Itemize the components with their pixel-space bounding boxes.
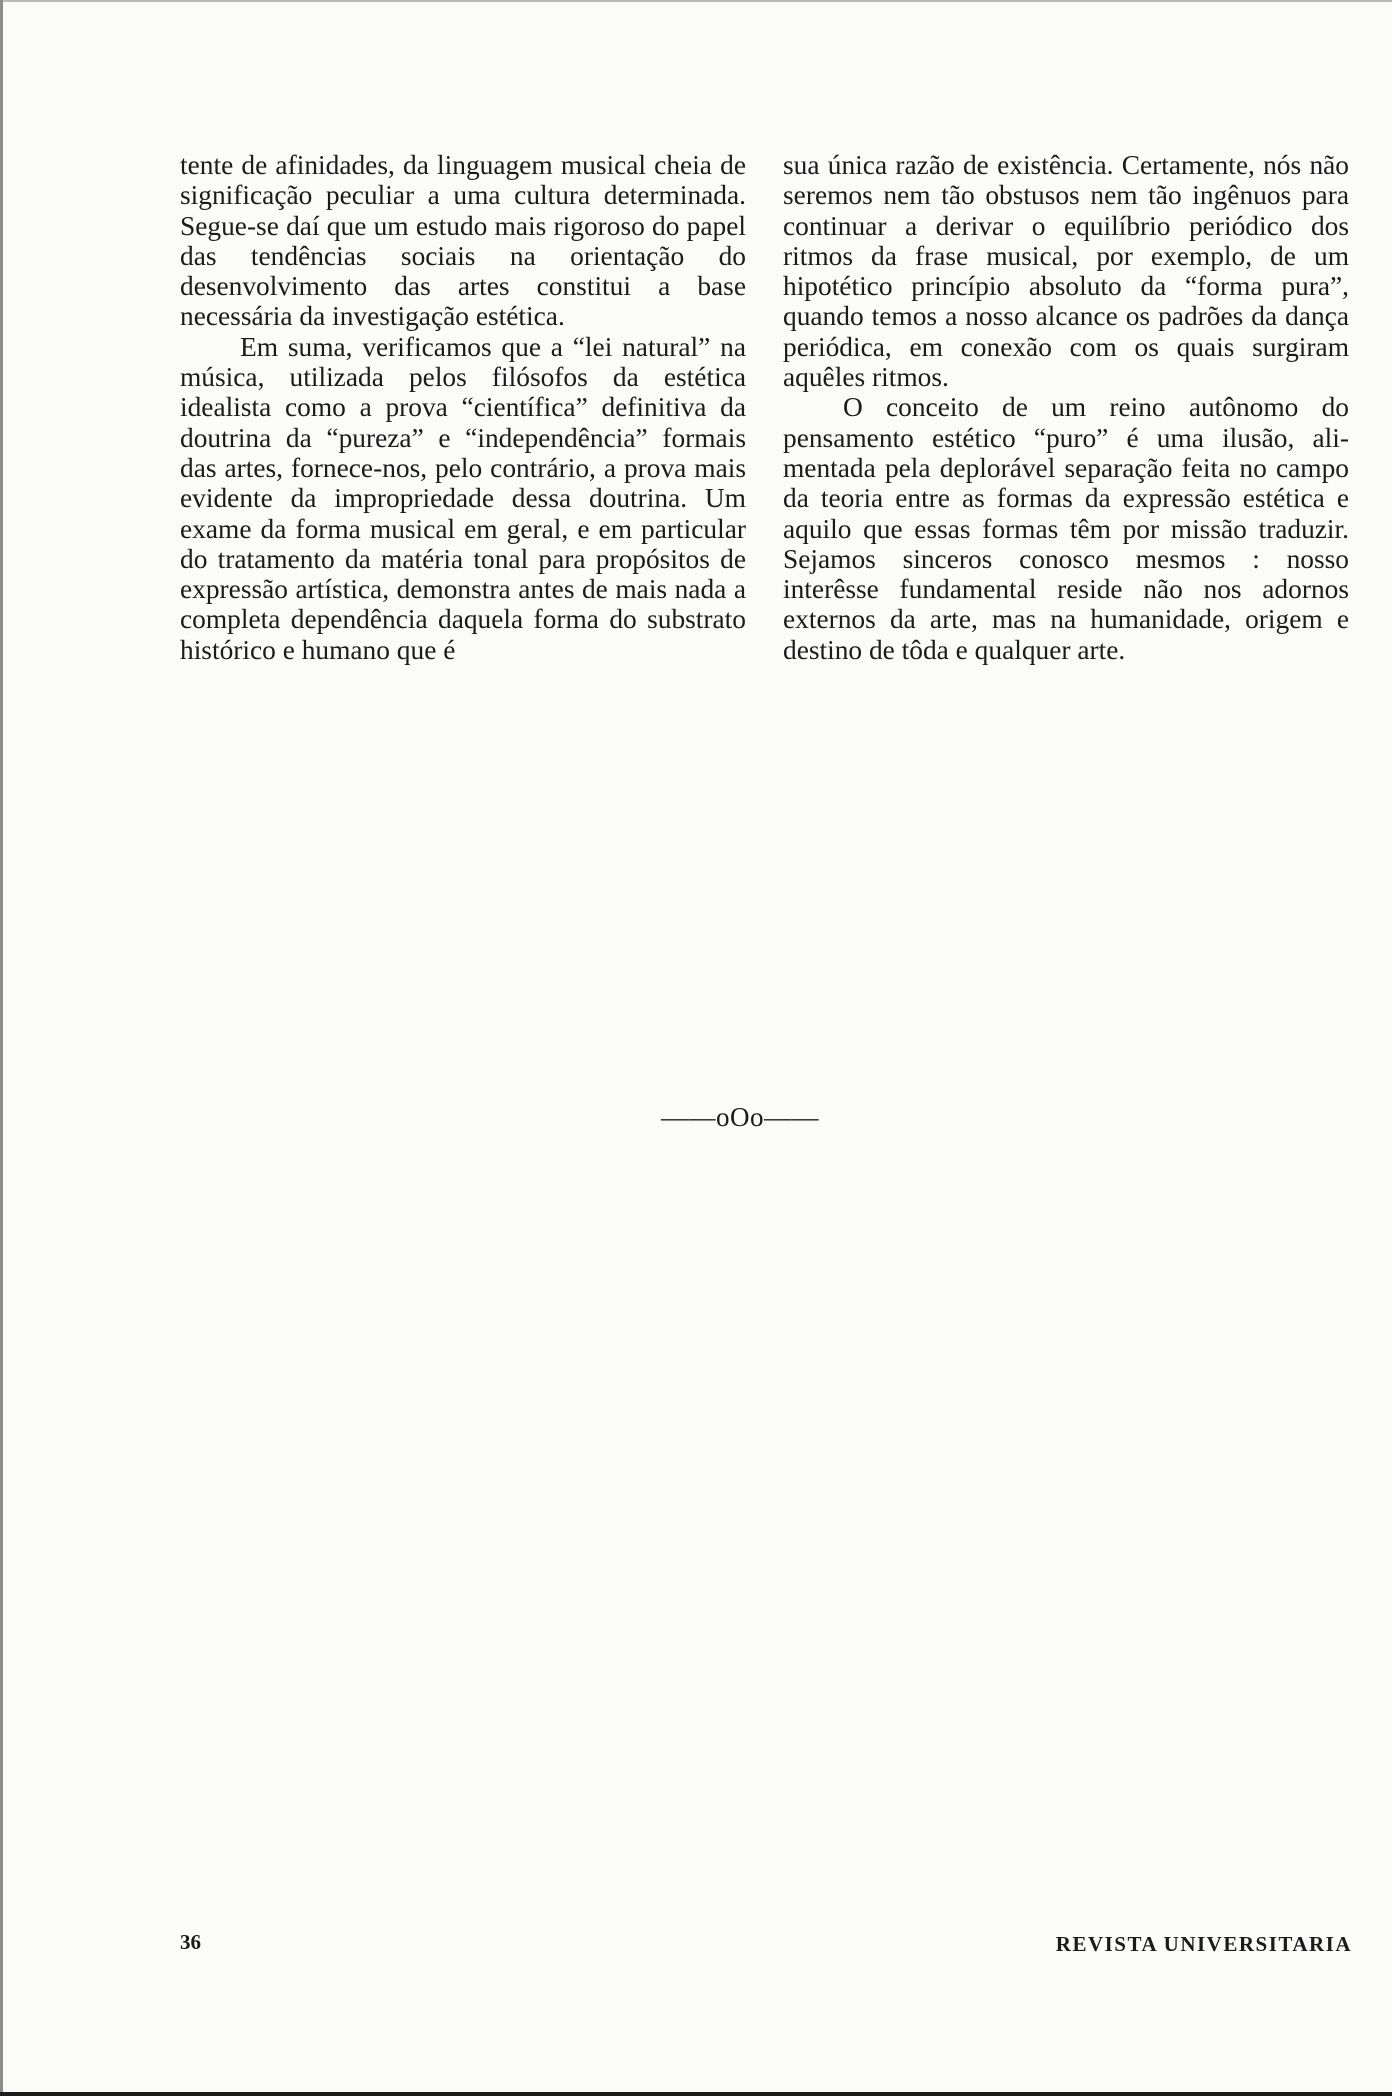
left-text-column: [180, 150, 746, 665]
journal-name: REVISTA UNIVERSITARIA: [1055, 1932, 1352, 1956]
section-separator: ——oOo——: [661, 1102, 819, 1132]
left-paragraph-2: Em suma, verificamos que a “lei natural” na música, utilizada pelos filósofos da estética idealista como a prova “científica” definitiva da doutrina da “pureza” e “independência” formais das artes, fornece-nos, pelo contrário, a prova mais evidente da impropriedade dessa doutrina. Um exame da forma musical em geral, e em particular do tratamento da matéria tonal para propósitos de expressão artística, demonstra antes de mais nada a completa dependência daquela forma do substrato histórico e humano que é: [180, 331, 746, 665]
page-number: 36: [180, 1930, 201, 1954]
right-paragraph-2: O conceito de um reino autônomo do pensamento estético “puro” é uma ilusão, alimentada pela deplorável separação feita no campo da teoria entre as formas da expressão estética e aquilo que essas formas têm por missão traduzir. Sejamos sinceros conosco mesmos : nosso interêsse fundamental reside não nos adornos externos da arte, mas na humanidade, origem e destino de tôda e qualquer arte.: [783, 392, 1349, 665]
scan-left-edge: [0, 0, 3, 2096]
right-text-column: [783, 150, 1349, 665]
right-paragraph-1: sua única razão de existência. Certamente, nós não seremos nem tão obstusos nem tão ingênuos para continuar a derivar o equilíbrio periódico dos ritmos da frase musical, por exemplo, de um hipotético princípio absoluto da “forma pura”, quando temos a nosso alcance os padrões da dança periódica, em conexão com os quais surgiram aquêles ritmos.: [783, 150, 1349, 393]
left-paragraph-1: tente de afinidades, da linguagem musical cheia de significação peculiar a uma cultura determinada. Segue-se daí que um estudo mais rigoroso do papel das tendências sociais na orientação do desenvolvimento das artes constitui a base necessária da investigação estética.: [180, 150, 746, 332]
scan-top-edge: [0, 0, 1392, 2]
scan-bottom-edge: [0, 2092, 1392, 2096]
